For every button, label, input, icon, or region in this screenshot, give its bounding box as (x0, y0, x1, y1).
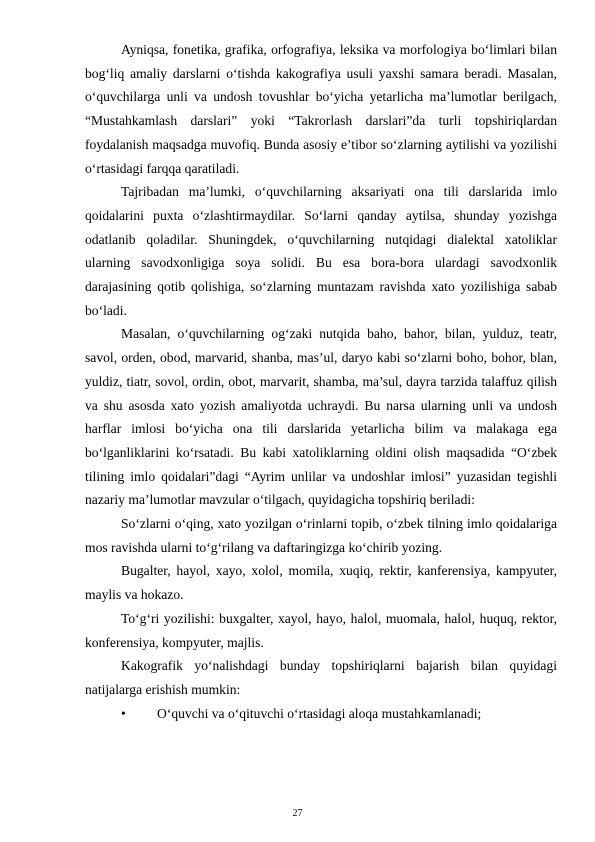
paragraph: So‘zlarni o‘qing, xato yozilgan o‘rinlarni topib, o‘zbek tilning imlo qoidalariga mos ravishda ularni to‘g‘rilang va daftaringizga ko‘chirib yozing. (85, 516, 557, 555)
paragraph: Masalan, o‘quvchilarning og‘zaki nutqida baho, bahor, bilan, yulduz, teatr, savol, orden, obod, marvarid, shanba, mas’ul, daryo kabi so‘zlarni boho, bohor, blan, yuldiz, tiatr, sovol, ordin, obot, marvarit, shamba, ma’sul, dayra tarzida talaffuz qilish va shu asosda xato yozish amaliyotda uchraydi. Bu narsa ularning unli va undosh harflar imlosi bo‘yicha ona tili darslarida yetarlicha bilim va malakaga ega bo‘lganliklarini ko‘rsatadi. Bu kabi xatoliklarning oldini olish maqsadida “O‘zbek tilining imlo qoidalari”dagi “Ayrim unlilar va undoshlar imlosi” yuzasidan tegishli nazariy ma’lumotlar mavzular o‘tilgach, quyidagicha topshiriq beriladi: (85, 326, 557, 508)
paragraph: To‘g‘ri yozilishi: buxgalter, xayol, hayo, halol, muomala, halol, huquq, rektor, konferensiya, kompyuter, majlis. (85, 610, 557, 650)
paragraph: Ayniqsa, fonetika, grafika, orfografiya, leksika va morfologiya bo‘limlari bilan bog‘liq amaliy darslarni o‘tishda kakografiya usuli yaxshi samara beradi. Masalan, o‘quvchilarga unli va undosh tovushlar bo‘yicha yetarlicha ma’lumotlar berilgach, “Mustahkamlash darslari” yoki “Takrorlash darslari”da turli topshiriqlardan foydalanish maqsadga muvofiq. Bunda asosiy e’tibor so‘zlarning aytilishi va yozilishi o‘rtasidagi farqqa qaratiladi. (85, 42, 557, 176)
page-body (85, 38, 557, 725)
bullet-text: O‘quvchi va o‘qituvchi o‘rtasidagi aloqa mustahkamlanadi; (157, 705, 482, 721)
paragraph: Kakografik yo‘nalishdagi bunday topshiriqlarni bajarish bilan quyidagi natijalarga erishish mumkin: (85, 658, 557, 697)
bullet-marker: • (121, 705, 126, 721)
paragraph: Bugalter, hayol, xayo, xolol, momila, xuqiq, rektir, kanferensiya, kampyuter, maylis va hokazo. (85, 563, 557, 603)
bullet-item (85, 702, 557, 726)
paragraph: Tajribadan ma’lumki, o‘quvchilarning aksariyati ona tili darslarida imlo qoidalarini puxta o‘zlashtirmaydilar. So‘larni qanday aytilsa, shunday yozishga odatlanib qoladilar. Shuningdek, o‘quvchilarning nutqidagi dialektal xatoliklar ularning savodxonligiga soya solidi. Bu esa bora-bora ulardagi savodxonlik darajasining qotib qolishiga, so‘zlarning muntazam ravishda xato yozilishiga sabab bo‘ladi. (85, 184, 557, 318)
page-number: 27 (292, 808, 303, 819)
